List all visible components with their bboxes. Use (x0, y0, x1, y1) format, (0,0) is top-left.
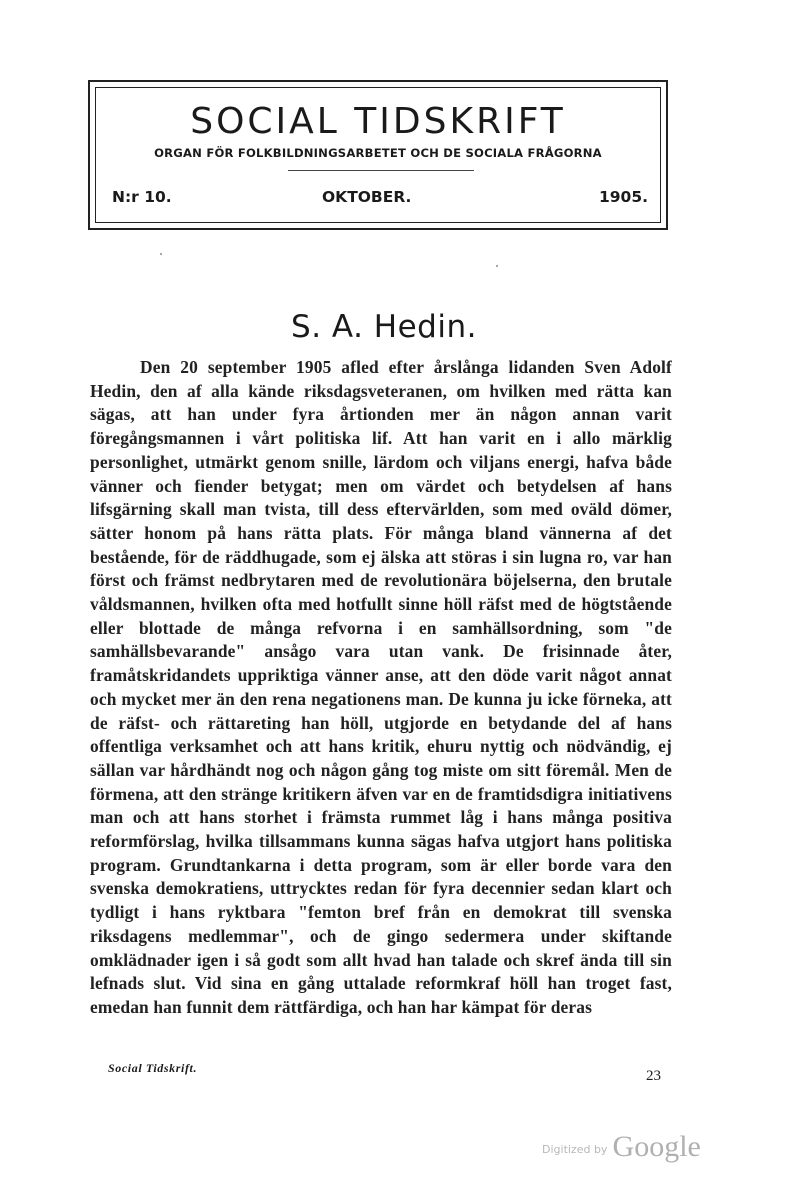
masthead-frame (88, 80, 668, 230)
masthead-inner-frame (95, 87, 661, 223)
scan-speck (160, 253, 162, 255)
article-title: S. A. Hedin. (291, 309, 477, 345)
article-body: Den 20 september 1905 afled efter årslånga lidanden Sven Adolf Hedin, den af alla kände riksdagsveteranen, om hvilken med rätta kan sägas, att han under fyra årtionden mer än någon annan varit föregångsmannen i vårt politiska lif. Att han varit en i allo märklig personlighet, utmärkt genom snille, lärdom och viljans energi, hafva både vänner och fiender betygat; men om värdet och betydelsen af hans lifsgärning skall man tvista, till dess eftervärlden, som med oväld dömer, sätter honom på hans rätta plats. För många bland vännerna af det bestående, för de räddhugade, som ej älska att störas i sin lugna ro, var han först och främst nedbrytaren med de revolutionära böjelserna, den brutale våldsmannen, hvilken ofta med hotfullt sinne höll räfst med de högtstående eller blottade de många refvorna i en samhällsordning, som "de samhällsbevarande" ansågo vara utan vank. De frisinnade åter, framåtskridandets uppriktiga vänner anse, att den döde varit något annat och mycket mer än den rena negationens man. De kunna ju icke förneka, att de räfst- och rättareting han höll, utgjorde en betydande del af hans offentliga verksamhet och att hans kritik, ehuru nyttig och nödvändig, ej sällan var hårdhändt nog och någon gång tog miste om sitt föremål. Men de förmena, att den stränge kritikern äfven var en de framtidsdigra initiativens man och att hans storhet i främsta rummet låg i hans många positiva reformförslag, hvilka tillsammans kunna sägas hafva utgjort hans politiska program. Grundtankarna i detta program, som är eller borde vara den svenska demokratiens, uttrycktes redan för fyra decennier sedan klart och tydligt i hans ryktbara "femton bref från en demokrat till svenska riksdagens medlemmar", och de gingo sedermera under skiftande omklädnader igen i så godt som allt hvad han talade och skref ända till sin lefnads slut. Vid sina en gång uttalade reformkraf höll han troget fast, emedan han funnit dem rättfärdiga, och han har kämpat för deras (90, 357, 672, 1017)
page-number: 23 (646, 1068, 661, 1084)
footer-journal-name: Social Tidskrift. (108, 1061, 198, 1075)
digitized-prefix: Digitized by (542, 1143, 608, 1156)
issue-year: 1905. (598, 188, 648, 206)
issue-number: N:r 10. (112, 188, 172, 206)
scan-speck (496, 265, 498, 267)
issue-row (112, 188, 648, 206)
journal-title: SOCIAL TIDSKRIFT (190, 101, 566, 142)
issue-month: OKTOBER. (322, 188, 412, 206)
masthead-divider (288, 170, 474, 171)
google-logo: Google (612, 1130, 701, 1163)
digitized-watermark (542, 1130, 701, 1164)
journal-subtitle: ORGAN FÖR FOLKBILDNINGSARBETET OCH DE SOCIALA FRÅGORNA (154, 146, 602, 160)
